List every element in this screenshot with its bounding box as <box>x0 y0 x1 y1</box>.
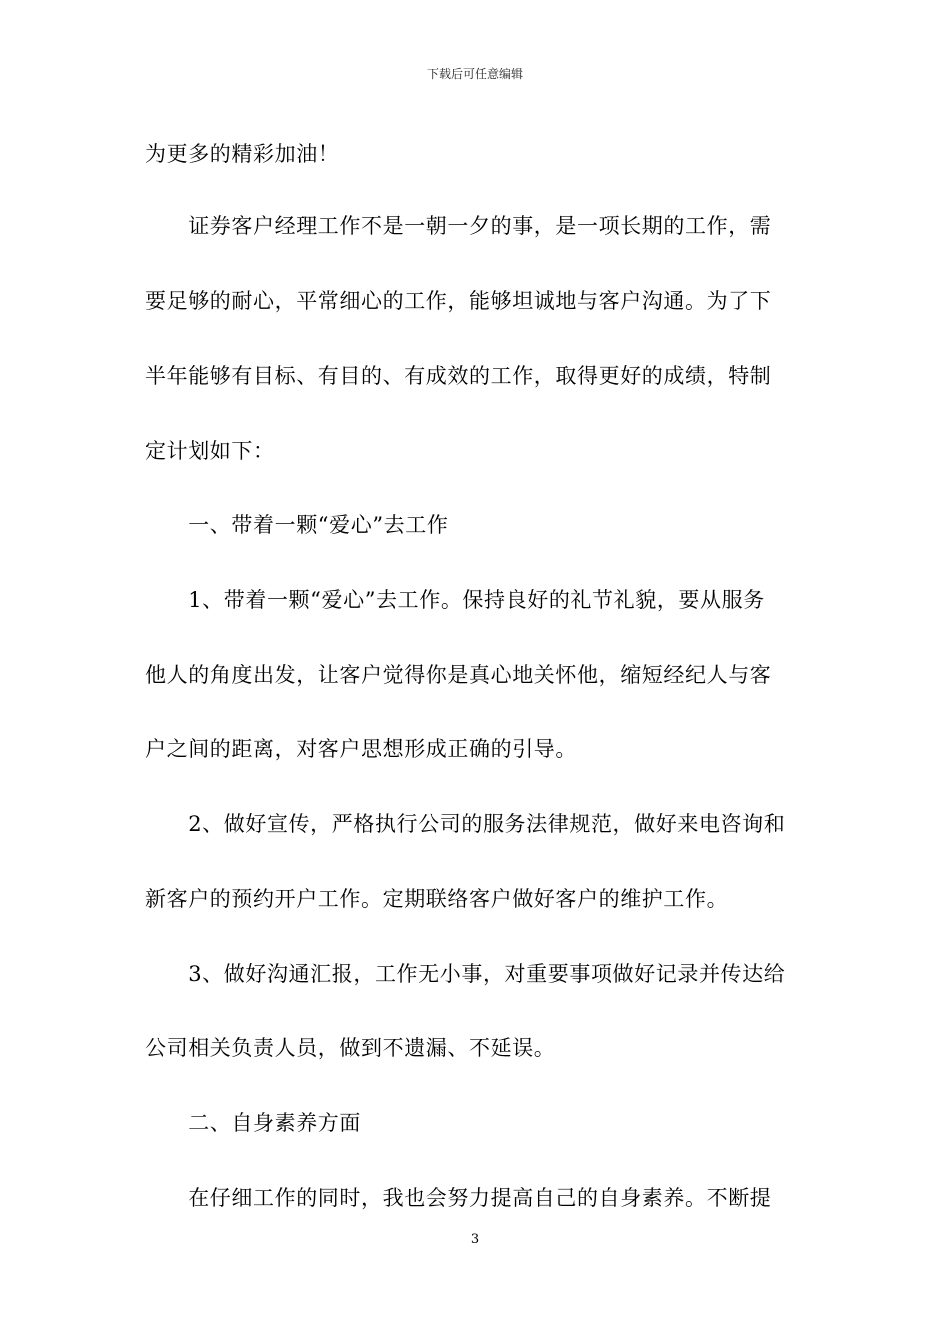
body-line: 3、做好沟通汇报，工作无小事，对重要事项做好记录并传达给 <box>145 962 786 986</box>
body-line: 半年能够有目标、有目的、有成效的工作，取得更好的成绩，特制 <box>145 364 772 388</box>
body-line: 在仔细工作的同时，我也会努力提高自己的自身素养。不断提 <box>145 1186 772 1210</box>
body-line: 新客户的预约开户工作。定期联络客户做好客户的维护工作。 <box>145 887 729 911</box>
body-line: 2、做好宣传，严格执行公司的服务法律规范，做好来电咨询和 <box>145 812 786 836</box>
body-line: 户之间的距离，对客户思想形成正确的引导。 <box>145 737 577 761</box>
section-heading: 一、带着一颗“爱心”去工作 <box>145 513 449 537</box>
body-line: 1、带着一颗“爱心”去工作。保持良好的礼节礼貌，要从服务 <box>145 588 765 612</box>
section-heading: 二、自身素养方面 <box>145 1111 361 1135</box>
page-header: 下载后可任意编辑 <box>426 67 523 81</box>
body-line: 要足够的耐心，平常细心的工作，能够坦诚地与客户沟通。为了下 <box>145 289 772 313</box>
body-line: 公司相关负责人员，做到不遗漏、不延误。 <box>145 1036 556 1060</box>
body-line: 他人的角度出发，让客户觉得你是真心地关怀他，缩短经纪人与客 <box>145 663 772 687</box>
body-line: 为更多的精彩加油！ <box>145 142 340 166</box>
page-number: 3 <box>470 1232 480 1247</box>
body-line: 证券客户经理工作不是一朝一夕的事，是一项长期的工作，需 <box>145 214 772 238</box>
body-line: 定计划如下： <box>145 439 275 463</box>
